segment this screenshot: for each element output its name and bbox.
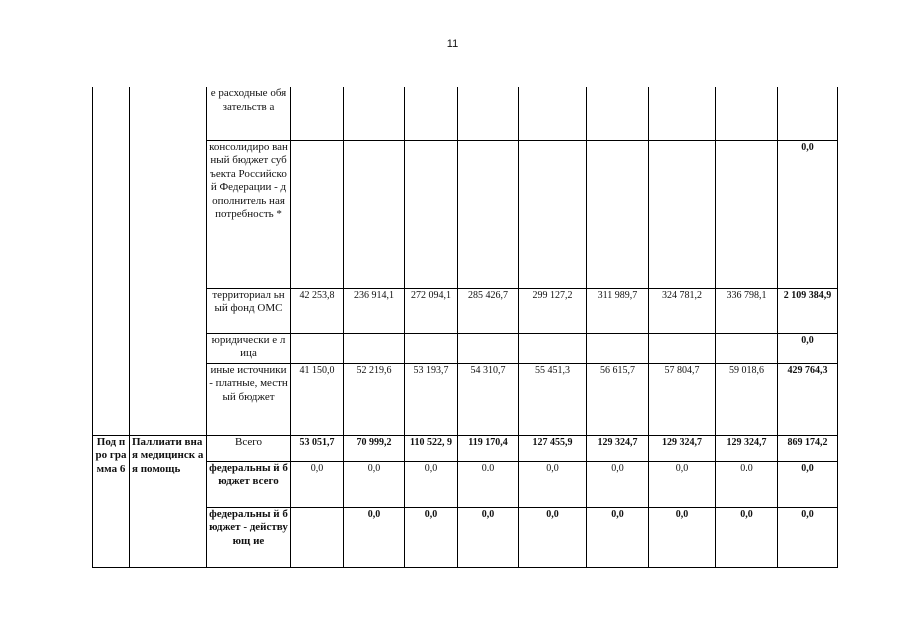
- total-value: 0,0: [778, 333, 838, 363]
- year-5-value: 0,0: [519, 461, 587, 507]
- funding-source: консолидиро ванный бюджет субъекта Российской Федерации - дополнитель ная потребность *: [207, 140, 291, 288]
- year-2-value: [344, 140, 405, 288]
- year-8-value: 336 798,1: [716, 288, 778, 333]
- year-2-value: 0,0: [344, 507, 405, 567]
- total-value: 869 174,2: [778, 435, 838, 461]
- year-4-value: 119 170,4: [458, 435, 519, 461]
- funding-source: Всего: [207, 435, 291, 461]
- year-6-value: 0,0: [587, 507, 649, 567]
- year-4-value: [458, 140, 519, 288]
- page-number: 11: [446, 38, 459, 50]
- year-4-value: [458, 333, 519, 363]
- year-3-value: 272 094,1: [405, 288, 458, 333]
- year-4-value: 54 310,7: [458, 363, 519, 435]
- year-5-value: [519, 333, 587, 363]
- year-5-value: [519, 140, 587, 288]
- total-value: 0,0: [778, 140, 838, 288]
- year-5-value: 299 127,2: [519, 288, 587, 333]
- year-7-value: 324 781,2: [649, 288, 716, 333]
- budget-table: [92, 87, 838, 568]
- year-2-value: 70 999,2: [344, 435, 405, 461]
- year-8-value: 59 018,6: [716, 363, 778, 435]
- program-code-cell: [93, 87, 130, 435]
- year-1-value: [291, 87, 344, 140]
- year-7-value: [649, 140, 716, 288]
- year-8-value: [716, 140, 778, 288]
- total-value: 0,0: [778, 507, 838, 567]
- funding-source: федеральны й бюджет - действующ ие: [207, 507, 291, 567]
- year-1-value: 0,0: [291, 461, 344, 507]
- program-code: Под про гра мма 6: [93, 435, 130, 567]
- year-3-value: 110 522, 9: [405, 435, 458, 461]
- year-5-value: 0,0: [519, 507, 587, 567]
- year-2-value: 236 914,1: [344, 288, 405, 333]
- year-3-value: [405, 87, 458, 140]
- year-8-value: [716, 87, 778, 140]
- funding-source: федеральны й бюджет всего: [207, 461, 291, 507]
- year-5-value: 55 451,3: [519, 363, 587, 435]
- total-value: 0,0: [778, 461, 838, 507]
- year-8-value: [716, 333, 778, 363]
- total-value: [778, 87, 838, 140]
- year-6-value: [587, 140, 649, 288]
- year-6-value: 56 615,7: [587, 363, 649, 435]
- year-6-value: [587, 87, 649, 140]
- table-row: [93, 435, 838, 461]
- year-7-value: [649, 87, 716, 140]
- year-6-value: [587, 333, 649, 363]
- year-6-value: 311 989,7: [587, 288, 649, 333]
- year-7-value: 0,0: [649, 507, 716, 567]
- year-2-value: 52 219,6: [344, 363, 405, 435]
- year-7-value: [649, 333, 716, 363]
- year-8-value: 0.0: [716, 461, 778, 507]
- year-1-value: 53 051,7: [291, 435, 344, 461]
- year-7-value: 129 324,7: [649, 435, 716, 461]
- year-7-value: 0,0: [649, 461, 716, 507]
- year-2-value: 0,0: [344, 461, 405, 507]
- year-3-value: 53 193,7: [405, 363, 458, 435]
- total-value: 2 109 384,9: [778, 288, 838, 333]
- year-1-value: [291, 333, 344, 363]
- year-1-value: 41 150,0: [291, 363, 344, 435]
- funding-source: территориал ьный фонд ОМС: [207, 288, 291, 333]
- year-6-value: 129 324,7: [587, 435, 649, 461]
- funding-source: юридически е лица: [207, 333, 291, 363]
- year-4-value: 285 426,7: [458, 288, 519, 333]
- year-3-value: [405, 333, 458, 363]
- year-3-value: [405, 140, 458, 288]
- funding-source: иные источники - платные, местный бюджет: [207, 363, 291, 435]
- year-6-value: 0,0: [587, 461, 649, 507]
- year-8-value: 0,0: [716, 507, 778, 567]
- year-5-value: [519, 87, 587, 140]
- year-3-value: 0,0: [405, 507, 458, 567]
- year-7-value: 57 804,7: [649, 363, 716, 435]
- year-2-value: [344, 87, 405, 140]
- program-name: Паллиати вная медицинск ая помощь: [130, 435, 207, 567]
- year-2-value: [344, 333, 405, 363]
- year-1-value: 42 253,8: [291, 288, 344, 333]
- program-name-cell: [130, 87, 207, 435]
- year-4-value: [458, 87, 519, 140]
- year-8-value: 129 324,7: [716, 435, 778, 461]
- year-4-value: 0.0: [458, 461, 519, 507]
- total-value: 429 764,3: [778, 363, 838, 435]
- year-1-value: [291, 140, 344, 288]
- funding-source: е расходные обязательств а: [207, 87, 291, 140]
- year-3-value: 0,0: [405, 461, 458, 507]
- year-1-value: [291, 507, 344, 567]
- year-4-value: 0,0: [458, 507, 519, 567]
- table-row: [93, 87, 838, 140]
- year-5-value: 127 455,9: [519, 435, 587, 461]
